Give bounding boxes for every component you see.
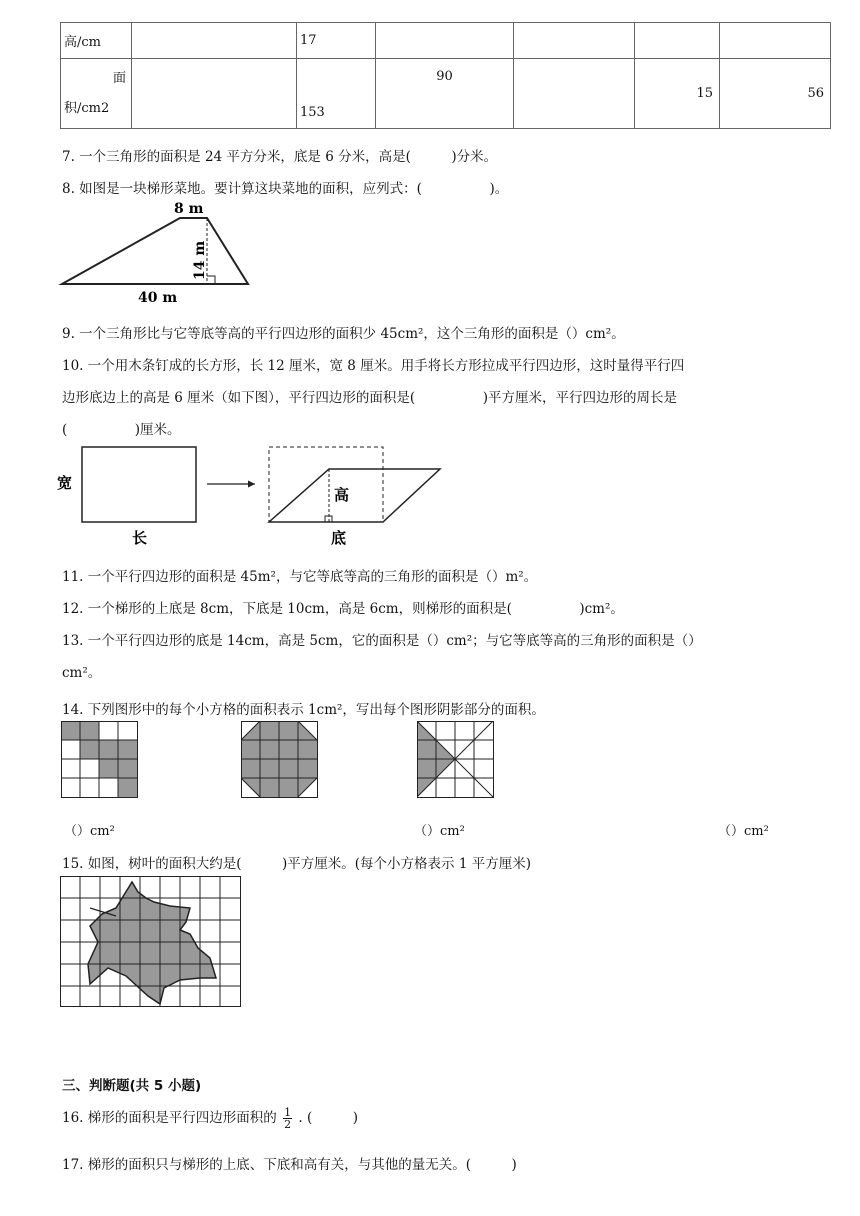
trap-height-label: 14 m <box>192 240 208 280</box>
question-16-text: 16. 梯形的面积是平行四边形面积的 <box>62 1110 277 1126</box>
rect-length-label: 长 <box>132 529 148 547</box>
table-cell: 56 <box>720 59 831 129</box>
section-3-heading: 三、判断题(共 5 小题) <box>62 1078 202 1094</box>
data-table <box>60 22 831 129</box>
answer-blank-3: （）cm² <box>718 824 769 839</box>
rect-width-label: 宽 <box>57 474 73 492</box>
question-13-line1: 13. 一个平行四边形的底是 14cm，高是 5cm，它的面积是（）cm²；与它等底等高的三角形的面积是（） <box>62 633 702 649</box>
question-16 <box>62 1106 358 1130</box>
question-11: 11. 一个平行四边形的面积是 45m²，与它等底等高的三角形的面积是（）m²。 <box>62 569 538 585</box>
rect-to-parallelogram-figure <box>55 440 445 550</box>
fraction-one-half <box>283 1107 292 1130</box>
table-cell: 15 <box>635 59 720 129</box>
table-cell <box>376 23 514 59</box>
table-cell <box>132 23 297 59</box>
table-cell <box>132 59 297 129</box>
row-label-bottom: 积/cm2 <box>64 100 110 116</box>
trapezoid-figure <box>58 196 258 308</box>
grid-figure-2 <box>241 721 319 801</box>
table-row <box>61 23 831 59</box>
question-12: 12. 一个梯形的上底是 8cm，下底是 10cm，高是 6cm，则梯形的面积是( )cm²。 <box>62 601 624 617</box>
table-cell <box>635 23 720 59</box>
fraction-denominator: 2 <box>284 1118 292 1131</box>
question-10-line3: ( )厘米。 <box>62 422 181 438</box>
row-label-top: 面 <box>112 70 126 86</box>
fraction-numerator: 1 <box>284 1106 292 1119</box>
question-16-blank: . ( ) <box>298 1110 358 1126</box>
para-height-label: 高 <box>334 486 350 504</box>
question-15: 15. 如图，树叶的面积大约是( )平方厘米。(每个小方格表示 1 平方厘米) <box>62 856 531 872</box>
table-cell: 90 <box>376 59 514 129</box>
table-cell <box>61 59 132 129</box>
question-8: 8. 如图是一块梯形菜地。要计算这块菜地的面积，应列式：( )。 <box>62 181 509 197</box>
table-cell: 153 <box>297 59 376 129</box>
answer-blank-2: （）cm² <box>414 824 465 839</box>
leaf-grid-figure <box>60 876 244 1010</box>
table-row <box>61 59 831 129</box>
trap-bottom-label: 40 m <box>138 290 178 306</box>
grid-figure-1 <box>61 721 139 801</box>
answer-blank-1: （）cm² <box>64 824 115 839</box>
question-17: 17. 梯形的面积只与梯形的上底、下底和高有关，与其他的量无关。( ) <box>62 1157 517 1173</box>
question-7: 7. 一个三角形的面积是 24 平方分米，底是 6 分米，高是( )分米。 <box>62 149 498 165</box>
question-9: 9. 一个三角形比与它等底等高的平行四边形的面积少 45cm²，这个三角形的面积是（）cm²。 <box>62 326 625 342</box>
trap-top-label: 8 m <box>174 201 204 217</box>
table-cell <box>514 23 635 59</box>
question-10-line1: 10. 一个用木条钉成的长方形，长 12 厘米，宽 8 厘米。用手将长方形拉成平行四边形，这时量得平行四 <box>62 358 685 374</box>
question-10-line2: 边形底边上的高是 6 厘米（如下图），平行四边形的面积是( )平方厘米，平行四边形的周长是 <box>62 390 677 406</box>
question-13-line2: cm²。 <box>62 665 102 681</box>
grid-figure-3 <box>417 721 495 801</box>
table-cell <box>720 23 831 59</box>
table-cell: 高/cm <box>61 23 132 59</box>
para-base-label: 底 <box>331 529 347 547</box>
table-cell: 17 <box>297 23 376 59</box>
question-14: 14. 下列图形中的每个小方格的面积表示 1cm²，写出每个图形阴影部分的面积。 <box>62 702 545 718</box>
table-cell <box>514 59 635 129</box>
